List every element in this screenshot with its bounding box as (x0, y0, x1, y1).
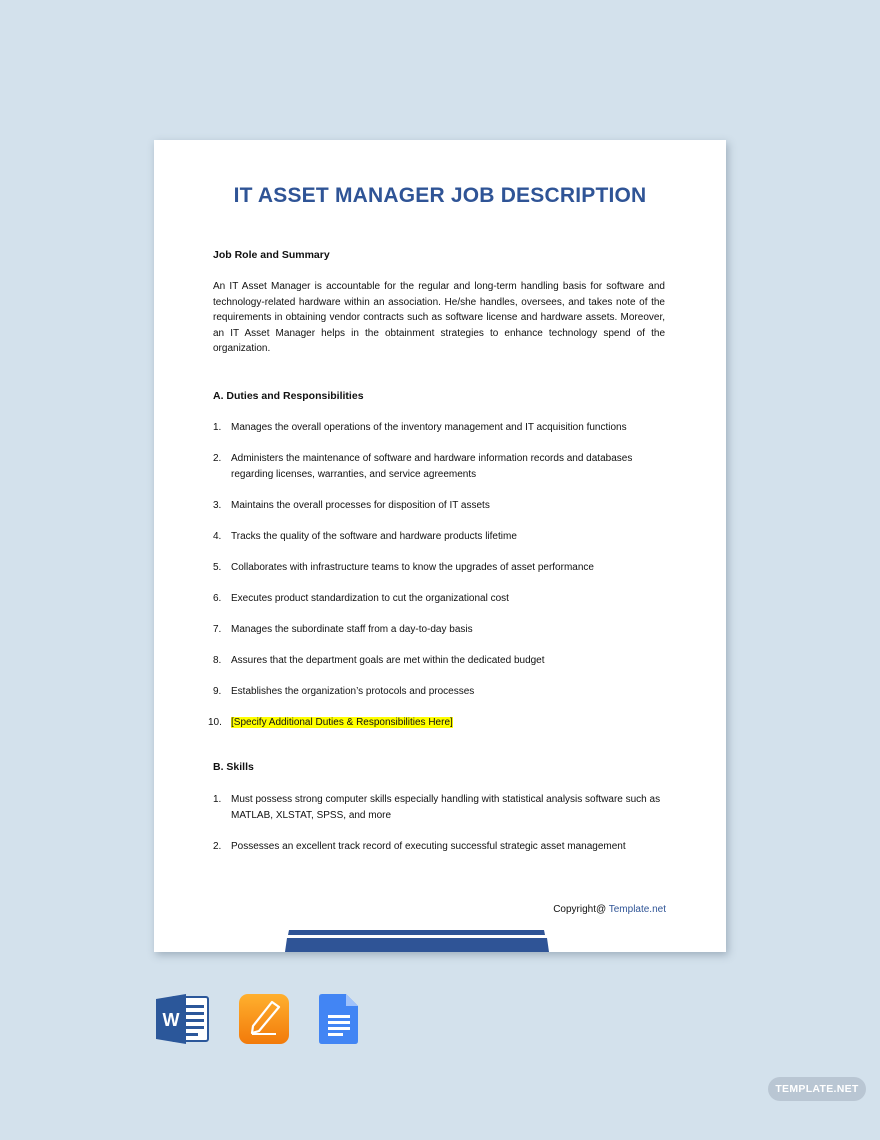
duties-list (208, 420, 665, 730)
template-net-badge[interactable]: TEMPLATE.NET (768, 1077, 866, 1101)
list-item: 1. Must possess strong computer skills especially handling with statistical analysis software such as MATLAB, XLSTAT, SPSS, and more (213, 794, 661, 821)
list-item: 5. Collaborates with infrastructure teams to know the upgrades of asset performance (213, 561, 594, 573)
job-summary-paragraph: An IT Asset Manager is accountable for the regular and long-term handling basis for software and technology-related hardware within an association. He/she handles, oversees, and takes note of the requirements in obtaining vendor contracts such as software license and hardware assets. Moreover, an IT Asset Manager helps in the obtainment strategies to enhance technology spend of the organization. (213, 281, 665, 354)
document-page (154, 140, 726, 952)
pages-icon[interactable] (238, 993, 290, 1045)
list-item: 2. Administers the maintenance of software and hardware information records and databases regarding licenses, warranties, and service agreements (213, 453, 633, 480)
list-item: 4. Tracks the quality of the software and hardware products lifetime (213, 530, 517, 542)
list-item: 9. Establishes the organization’s protocols and processes (213, 685, 475, 697)
google-docs-icon[interactable] (318, 993, 360, 1045)
job-role-heading: Job Role and Summary (213, 249, 330, 261)
document-title: IT ASSET MANAGER JOB DESCRIPTION (233, 184, 647, 207)
highlighted-placeholder: [Specify Additional Duties & Responsibilities Here] (231, 716, 453, 728)
word-icon[interactable] (156, 993, 208, 1045)
list-item: 2. Possesses an excellent track record of executing successful strategic asset management (213, 840, 626, 852)
list-item: 1. Manages the overall operations of the inventory management and IT acquisition functions (213, 422, 627, 433)
duties-heading: A. Duties and Responsibilities (213, 390, 364, 402)
skills-heading: B. Skills (213, 761, 254, 773)
skills-list (213, 792, 665, 854)
template-net-link[interactable]: Template.net (608, 904, 666, 915)
list-item: 3. Maintains the overall processes for disposition of IT assets (213, 499, 490, 511)
copyright-line: Copyright@ Template.net (553, 904, 666, 915)
list-item: 6. Executes product standardization to cut the organizational cost (213, 592, 509, 604)
list-item: 7. Manages the subordinate staff from a day-to-day basis (213, 623, 473, 635)
footer-band (285, 930, 549, 952)
list-item: 8. Assures that the department goals are met within the dedicated budget (213, 654, 545, 666)
svg-text:W: W (162, 1010, 180, 1030)
list-item-placeholder: 10. [Specify Additional Duties & Responsibilities Here] (208, 716, 453, 728)
